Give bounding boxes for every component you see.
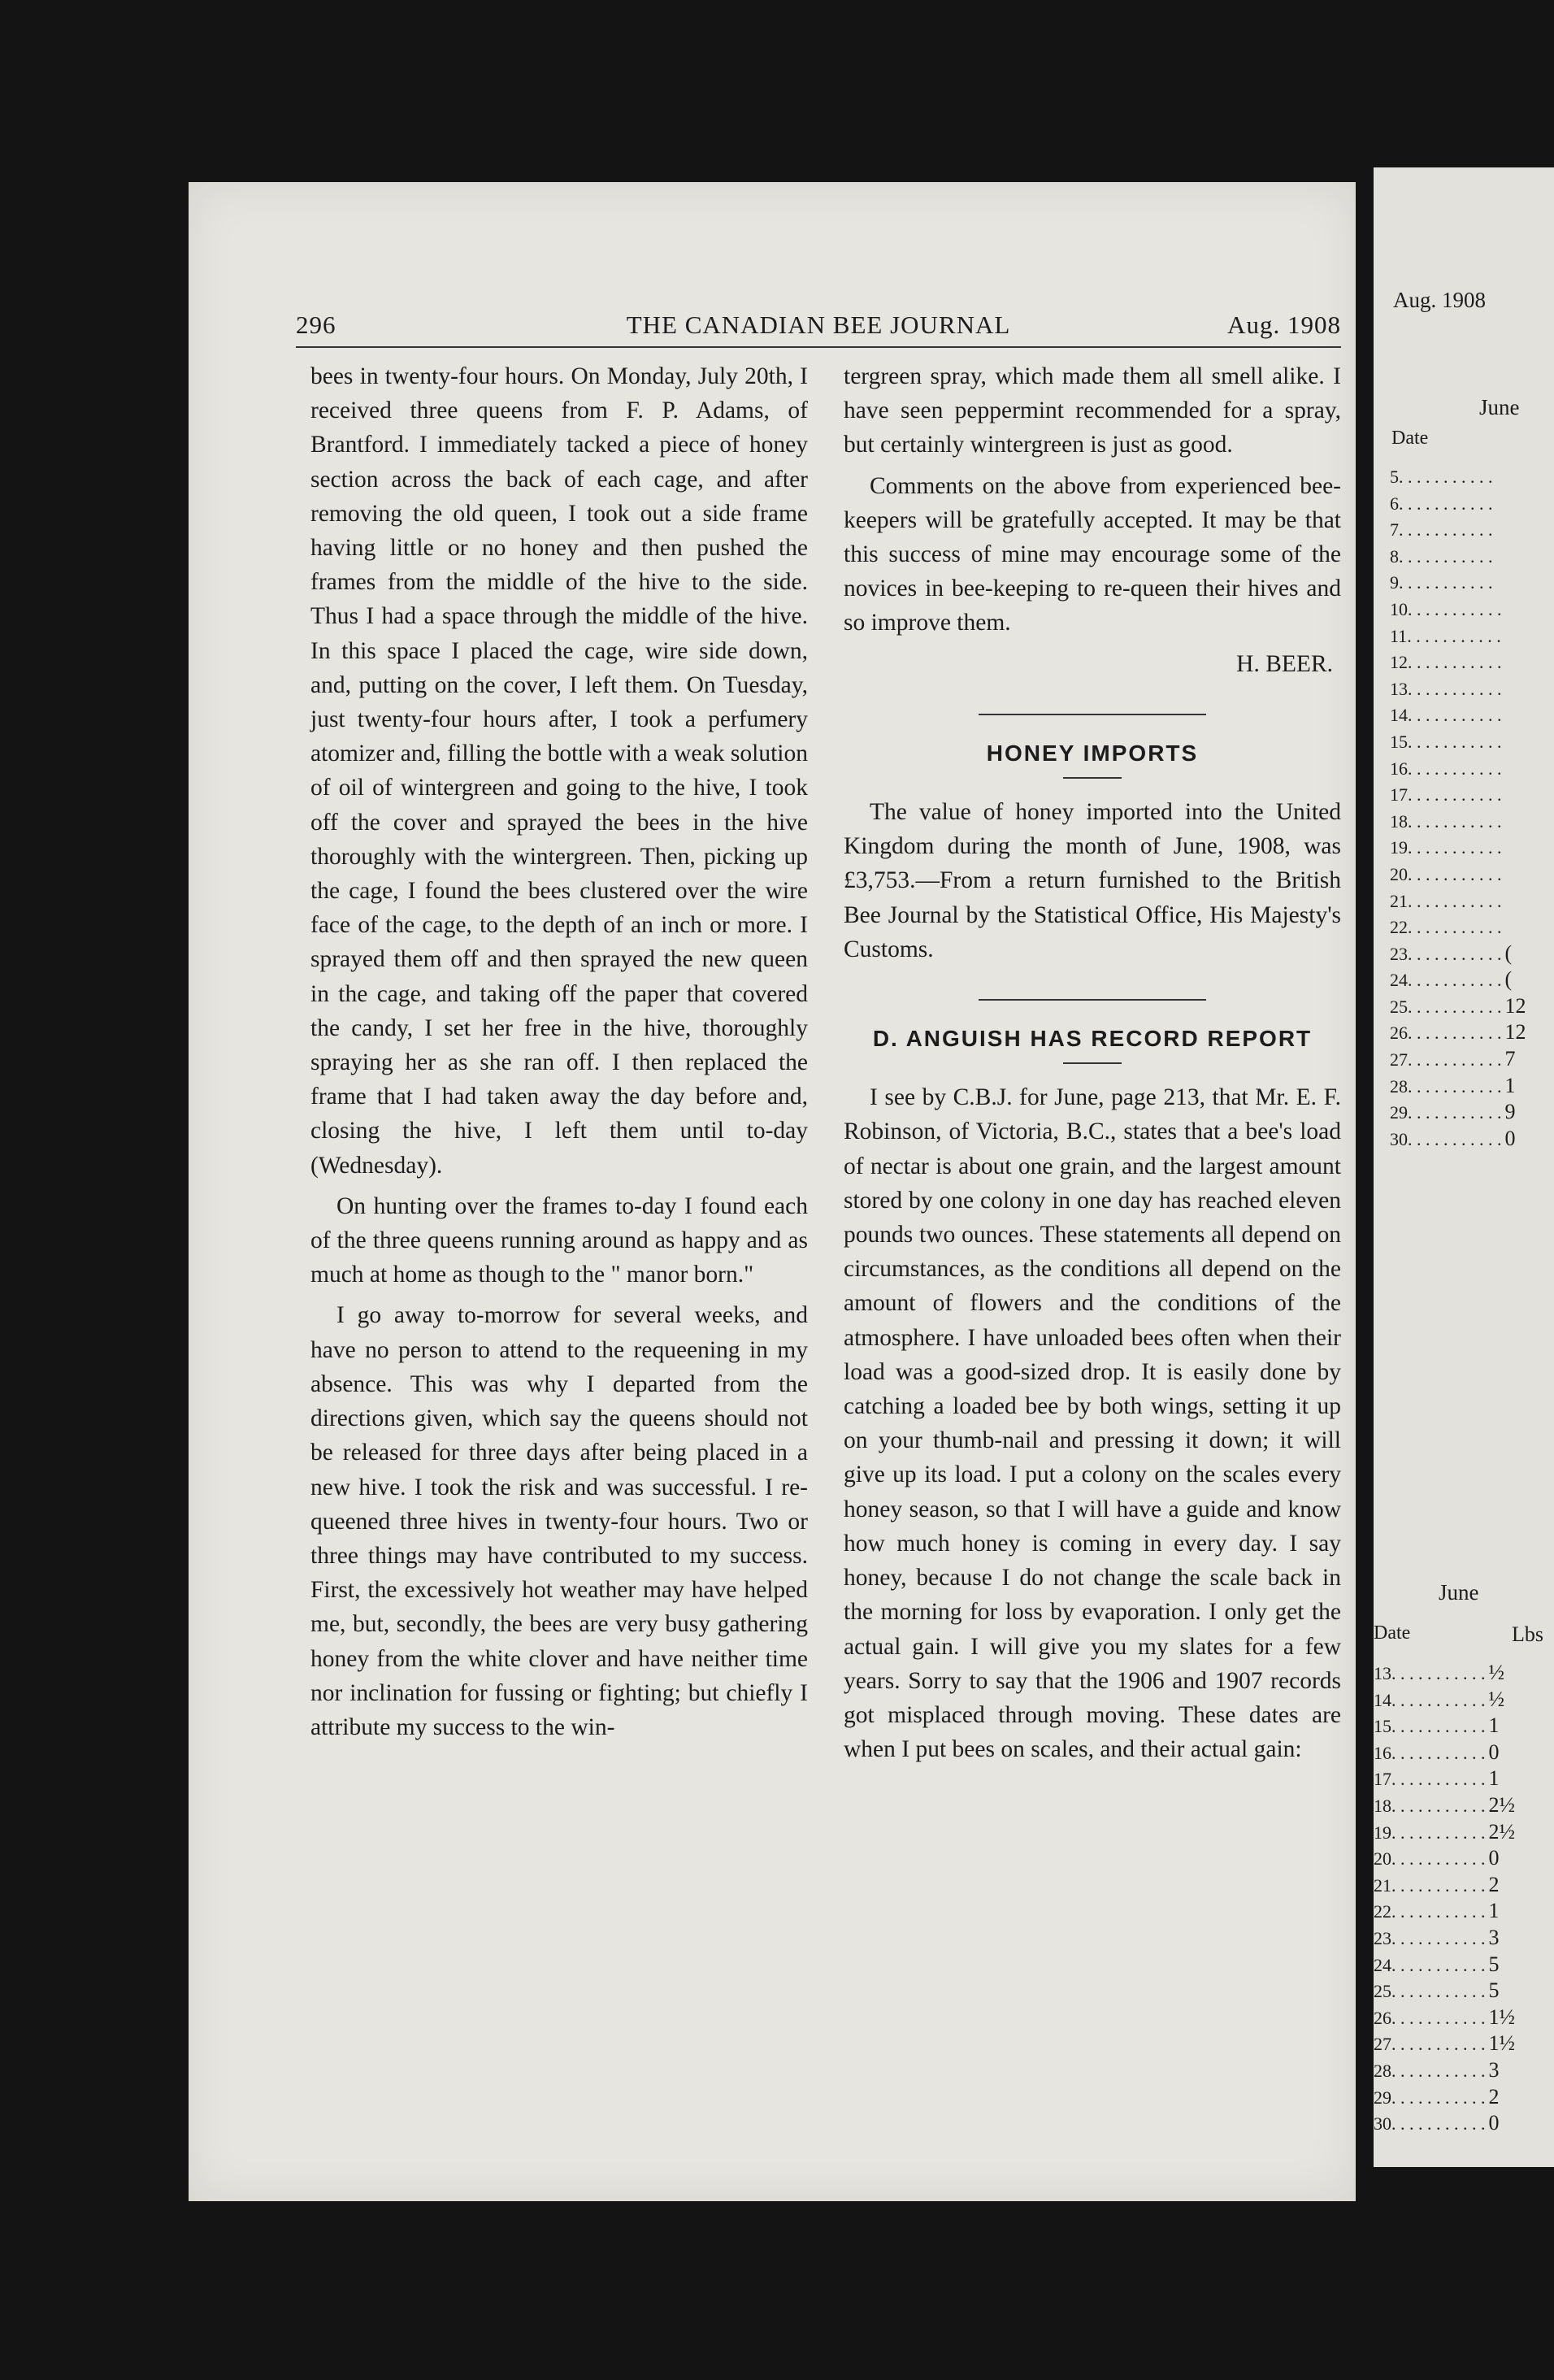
leader-dots: . . . . . . . . . . .	[1391, 1848, 1486, 1870]
leader-dots: . . . . . . . . . . .	[1408, 731, 1502, 752]
row-value: ½	[1488, 1661, 1504, 1684]
row-value: 1½	[1488, 2031, 1515, 2056]
table-row	[1390, 834, 1526, 861]
section-divider	[979, 999, 1206, 1001]
table-row	[1374, 1792, 1515, 1819]
table-row	[1374, 1819, 1515, 1846]
row-value: 2	[1488, 2084, 1500, 2109]
paragraph: Comments on the above from experienced bee-keepers will be gratefully accepted. It may be that this success of mine may encourage some of the novices in bee-keeping to re-queen their hives and so improve them.	[844, 472, 1341, 636]
row-value: (	[1504, 967, 1513, 992]
table-lbs-label: Lbs	[1512, 1622, 1543, 1646]
row-date: 22	[1374, 1901, 1391, 1922]
row-date: 26	[1374, 2007, 1391, 2028]
leader-dots: . . . . . . . . . . .	[1391, 1769, 1486, 1790]
table-row	[1374, 1952, 1515, 1978]
leader-dots: . . . . . . . . . . .	[1391, 1981, 1486, 2002]
row-date: 5	[1390, 467, 1399, 487]
leader-dots: . . . . . . . . . . .	[1408, 943, 1502, 964]
table-row	[1390, 888, 1526, 914]
paragraph: I see by C.B.J. for June, page 213, that Mr. E. F. Robinson, of Victoria, B.C., states that a bee's load of nectar is about one grain, and the largest amount stored by one colony in one day has reached eleven pounds two ounces. These statements all depend on circumstances, as the conditions all depend on the amount of flowers and the conditions of the atmosphere. I have unloaded bees often when their load was a good-sized drop. It is easily done by catching a loaded bee by both wings, setting it up on your thumb-nail and pressing it down; it will give up its load. I put a colony on the scales every honey season, so that I will have a guide and know how much honey is coming in every day. I say honey, because I do not change the scale back in the morning for loss by evaporation. I only get the actual gain. I will give you my slates for a few years. Sorry to say that the 1906 and 1907 records got misplaced through moving. These dates are when I put bees on scales, and their actual gain:	[844, 1084, 1341, 1763]
table-row	[1390, 808, 1526, 835]
leader-dots: . . . . . . . . . . .	[1408, 917, 1502, 938]
section-divider	[979, 714, 1206, 715]
facing-page-date: Aug. 1908	[1393, 288, 1486, 312]
table-row	[1390, 463, 1526, 490]
section-heading: D. ANGUISH HAS RECORD REPORT	[872, 1026, 1313, 1052]
row-value: 1	[1488, 1899, 1500, 1923]
row-value: 2½	[1488, 1819, 1515, 1844]
row-date: 24	[1390, 970, 1408, 991]
left-column	[310, 359, 808, 1751]
table-row	[1390, 569, 1526, 596]
heading-rule	[1063, 1062, 1122, 1064]
row-date: 16	[1374, 1742, 1391, 1763]
row-date: 27	[1390, 1049, 1408, 1071]
table-row	[1390, 940, 1526, 967]
row-date: 25	[1390, 996, 1408, 1017]
row-date: 18	[1374, 1795, 1391, 1816]
row-value: 0	[1488, 1846, 1500, 1870]
leader-dots: . . . . . . . . . . .	[1399, 493, 1493, 514]
row-date: 19	[1374, 1822, 1391, 1843]
row-date: 20	[1390, 863, 1408, 884]
row-date: 19	[1390, 837, 1408, 858]
row-date: 17	[1374, 1769, 1391, 1790]
row-date: 7	[1390, 519, 1399, 541]
row-date: 14	[1390, 705, 1408, 726]
row-date: 29	[1374, 2087, 1391, 2108]
heading-rule	[1063, 777, 1122, 779]
table-row	[1374, 2084, 1515, 2111]
row-date: 10	[1390, 598, 1408, 619]
table-row	[1390, 543, 1526, 570]
row-date: 16	[1390, 758, 1408, 779]
row-value: 3	[1488, 1925, 1500, 1949]
leader-dots: . . . . . . . . . . .	[1408, 1023, 1502, 1044]
table-date-label: Date	[1391, 428, 1429, 449]
table-row	[1374, 1660, 1515, 1687]
row-value: 3	[1488, 2057, 1500, 2082]
row-value: 9	[1504, 1100, 1516, 1124]
leader-dots: . . . . . . . . . . .	[1408, 705, 1502, 726]
row-date: 20	[1374, 1848, 1391, 1870]
journal-page	[189, 182, 1356, 2201]
table-row	[1374, 1898, 1515, 1925]
row-value: 0	[1488, 1739, 1500, 1764]
table-row	[1390, 649, 1526, 675]
row-date: 21	[1390, 890, 1408, 911]
table-row	[1390, 728, 1526, 755]
table-row	[1390, 1046, 1526, 1073]
row-date: 17	[1390, 784, 1408, 806]
row-date: 29	[1390, 1102, 1408, 1123]
leader-dots: . . . . . . . . . . .	[1391, 2113, 1486, 2135]
leader-dots: . . . . . . . . . . .	[1408, 678, 1502, 699]
table-row	[1390, 516, 1526, 543]
scale-table-2	[1374, 1660, 1515, 2137]
paragraph: I go away to-morrow for several weeks, and have no person to attend to the requeening in my absence. This was why I departed from the directions given, which say the queens should not be released for three days after being placed in a new hive. I took the risk and was successful. I re-queened three hives in twenty-four hours. Two or three things may have contributed to my success. First, the excessively hot weather may have helped me, but, secondly, the bees are very busy gathering honey from the white clover and have neither time nor inclination for fussing or fighting; but chiefly I attribute my success to the win-	[310, 1302, 808, 1740]
row-date: 18	[1390, 810, 1408, 832]
paragraph: tergreen spray, which made them all smell alike. I have seen peppermint recommended for a spray, but certainly wintergreen is just as good.	[844, 363, 1341, 458]
row-value: 12	[1504, 993, 1526, 1018]
table-row	[1374, 1765, 1515, 1792]
leader-dots: . . . . . . . . . . .	[1391, 1874, 1486, 1896]
table-row	[1390, 701, 1526, 728]
leader-dots: . . . . . . . . . . .	[1408, 890, 1502, 911]
table-row	[1390, 596, 1526, 623]
table-row	[1390, 755, 1526, 782]
row-value: 5	[1488, 1978, 1500, 2003]
leader-dots: . . . . . . . . . . .	[1408, 784, 1502, 806]
paragraph: The value of honey imported into the United Kingdom during the month of June, 1908, was £3,753.—From a return furnished to the British Bee Journal by the Statistical Office, His Majesty's Customs.	[844, 799, 1341, 962]
row-value: 1	[1488, 1713, 1500, 1738]
leader-dots: . . . . . . . . . . .	[1408, 810, 1502, 832]
leader-dots: . . . . . . . . . . .	[1391, 1689, 1486, 1710]
page-number: 296	[296, 311, 336, 339]
paragraph: On hunting over the frames to-day I found each of the three queens running around as happy and as much at home as though to the " manor born."	[310, 1192, 808, 1288]
leader-dots: . . . . . . . . . . .	[1391, 1716, 1486, 1737]
table-row	[1374, 1713, 1515, 1739]
leader-dots: . . . . . . . . . . .	[1408, 1075, 1502, 1097]
leader-dots: . . . . . . . . . . .	[1399, 572, 1493, 593]
leader-dots: . . . . . . . . . . .	[1408, 837, 1502, 858]
leader-dots: . . . . . . . . . . .	[1408, 1128, 1502, 1149]
scale-table-1	[1390, 463, 1526, 1152]
table-date-label: Date	[1374, 1622, 1411, 1644]
table-row	[1390, 1073, 1526, 1100]
table-month: June	[1439, 1580, 1479, 1605]
leader-dots: . . . . . . . . . . .	[1391, 2007, 1486, 2028]
table-row	[1390, 1099, 1526, 1126]
leader-dots: . . . . . . . . . . .	[1391, 1742, 1486, 1763]
paragraph: bees in twenty-four hours. On Monday, July 20th, I received three queens from F. P. Adams, of Brantford. I immediately tacked a piece of honey section across the back of each cage, and after removing the old queen, I took out a side frame having little or no honey and then pushed the frames from the middle of the hive to the side. Thus I had a space through the middle of the hive. In this space I placed the cage, wire side down, and, putting on the cover, I left them. On Tuesday, just twenty-four hours after, I took a perfumery atomizer and, filling the bottle with a weak solution of oil of wintergreen and going to the hive, I took off the cover and sprayed the bees in the hive thoroughly with the wintergreen. Then, picking up the cage, I found the bees clustered over the wire face of the cage, to the depth of an inch or more. I sprayed them off and then sprayed the new queen in the cage, and taking off the paper that covered the candy, I set her free in the hive, thoroughly spraying her as she ran off. I then replaced the frame that I had taken away the day before and, closing the hive, I left them until to-day (Wednesday).	[310, 363, 808, 1179]
leader-dots: . . . . . . . . . . .	[1391, 1795, 1486, 1816]
row-date: 24	[1374, 1954, 1391, 1975]
right-column	[844, 359, 1341, 1773]
table-row	[1374, 1872, 1515, 1899]
row-value: 1	[1488, 1766, 1500, 1791]
leader-dots: . . . . . . . . . . .	[1391, 1822, 1486, 1843]
page-header	[296, 304, 1341, 348]
row-date: 27	[1374, 2034, 1391, 2055]
row-date: 15	[1374, 1716, 1391, 1737]
row-value: 12	[1504, 1020, 1526, 1045]
row-date: 26	[1390, 1023, 1408, 1044]
leader-dots: . . . . . . . . . . .	[1391, 2034, 1486, 2055]
leader-dots: . . . . . . . . . . .	[1399, 519, 1493, 541]
table-row	[1390, 914, 1526, 940]
row-date: 28	[1390, 1075, 1408, 1097]
row-date: 8	[1390, 545, 1399, 567]
row-value: 1½	[1488, 2004, 1515, 2029]
table-row	[1390, 490, 1526, 517]
leader-dots: . . . . . . . . . . .	[1391, 1954, 1486, 1975]
row-date: 12	[1390, 652, 1408, 673]
leader-dots: . . . . . . . . . . .	[1408, 996, 1502, 1017]
table-row	[1374, 1925, 1515, 1952]
leader-dots: . . . . . . . . . . .	[1391, 2060, 1486, 2081]
journal-title: THE CANADIAN BEE JOURNAL	[626, 311, 1011, 339]
leader-dots: . . . . . . . . . . .	[1407, 625, 1501, 646]
table-month: June	[1479, 395, 1520, 419]
leader-dots: . . . . . . . . . . .	[1408, 970, 1502, 991]
table-row	[1390, 966, 1526, 993]
leader-dots: . . . . . . . . . . .	[1399, 467, 1493, 487]
table-row	[1390, 993, 1526, 1020]
table-row	[1390, 781, 1526, 808]
row-date: 28	[1374, 2060, 1391, 2081]
row-date: 13	[1390, 678, 1408, 699]
table-row	[1390, 861, 1526, 888]
table-row	[1390, 1019, 1526, 1046]
table-row	[1374, 1845, 1515, 1872]
row-value: 7	[1504, 1047, 1516, 1071]
section-heading: HONEY IMPORTS	[986, 740, 1199, 766]
table-row	[1390, 1126, 1526, 1153]
row-date: 22	[1390, 917, 1408, 938]
leader-dots: . . . . . . . . . . .	[1408, 863, 1502, 884]
row-value: (	[1504, 940, 1513, 965]
row-date: 14	[1374, 1689, 1391, 1710]
table-row	[1390, 675, 1526, 702]
table-row	[1374, 2004, 1515, 2031]
leader-dots: . . . . . . . . . . .	[1399, 545, 1493, 567]
table-row	[1374, 2030, 1515, 2057]
issue-date: Aug. 1908	[1227, 311, 1341, 339]
author-signature: H. BEER.	[1236, 650, 1333, 677]
row-date: 15	[1390, 731, 1408, 752]
table-row	[1374, 1687, 1515, 1713]
table-row	[1374, 2110, 1515, 2137]
leader-dots: . . . . . . . . . . .	[1408, 598, 1502, 619]
table-row	[1374, 2057, 1515, 2084]
row-date: 6	[1390, 493, 1399, 514]
row-date: 30	[1390, 1128, 1408, 1149]
row-date: 30	[1374, 2113, 1391, 2135]
row-value: 5	[1488, 1952, 1500, 1976]
row-date: 9	[1390, 572, 1399, 593]
table-row	[1374, 1739, 1515, 1766]
leader-dots: . . . . . . . . . . .	[1391, 2087, 1486, 2108]
leader-dots: . . . . . . . . . . .	[1408, 758, 1502, 779]
row-value: 1	[1504, 1073, 1516, 1097]
leader-dots: . . . . . . . . . . .	[1408, 1102, 1502, 1123]
leader-dots: . . . . . . . . . . .	[1391, 1927, 1486, 1948]
table-row	[1390, 623, 1526, 649]
row-value: ½	[1488, 1687, 1504, 1711]
row-date: 23	[1374, 1927, 1391, 1948]
row-value: 0	[1504, 1126, 1516, 1150]
row-date: 13	[1374, 1663, 1391, 1683]
leader-dots: . . . . . . . . . . .	[1408, 652, 1502, 673]
row-value: 0	[1488, 2111, 1500, 2135]
leader-dots: . . . . . . . . . . .	[1391, 1663, 1486, 1683]
row-date: 11	[1390, 625, 1408, 646]
facing-page	[1374, 167, 1554, 2167]
leader-dots: . . . . . . . . . . .	[1408, 1049, 1502, 1071]
row-value: 2½	[1488, 1792, 1515, 1817]
table-row	[1374, 1978, 1515, 2004]
row-date: 23	[1390, 943, 1408, 964]
row-date: 25	[1374, 1981, 1391, 2002]
row-value: 2	[1488, 1872, 1500, 1896]
leader-dots: . . . . . . . . . . .	[1391, 1901, 1486, 1922]
row-date: 21	[1374, 1874, 1391, 1896]
